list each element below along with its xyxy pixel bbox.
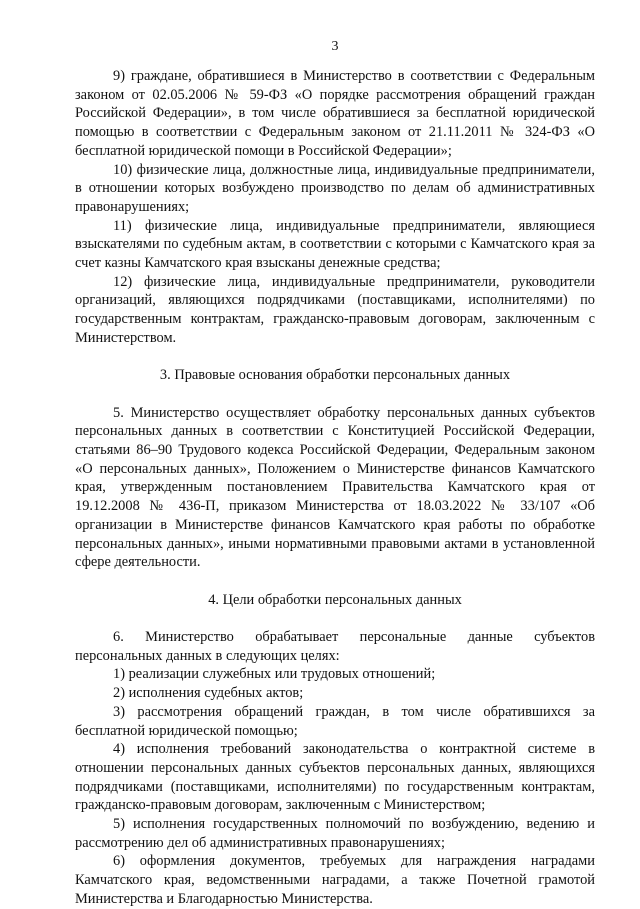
paragraph-6: 6. Министерство обрабатывает персональные данные субъектов персональных данных в следующих целях: [75,629,595,664]
document-body [75,67,595,909]
purpose-item-2: 2) исполнения судебных актов; [113,685,304,702]
purpose-item-1: 1) реализации служебных или трудовых отношений; [113,666,436,683]
section-heading-4: 4. Цели обработки персональных данных [208,591,462,608]
section-heading-3: 3. Правовые основания обработки персональных данных [159,367,511,384]
purpose-item-6: 6) оформления документов, требуемых для награждения наградами Камчатского края, ведомственными наградами, а также Почетной грамотой Министерства и Благодарностью Министерства. [75,853,595,907]
purpose-item-4: 4) исполнения требований законодательства о контрактной системе в отношении персональных данных субъектов персональных данных, являющихся подрядчиками (поставщиками, исполнителями) по государственным контрактам, гражданско-правовым договорам, заключенным с Министерством; [75,741,595,814]
list-item-9: 9) граждане, обратившиеся в Министерство в соответствии с Федеральным законом от 02.05.2006 № 59-ФЗ «О порядке рассмотрения обращений граждан Российской Федерации», в том числе обратившиеся за бесплатной юридической помощью в соответствии с Федеральным законом от 21.11.2011 № 324-ФЗ «О бесплатной юридической помощи в Российской Федерации»; [75,68,595,159]
page-number: 3 [331,39,339,54]
list-item-10: 10) физические лица, должностные лица, индивидуальные предприниматели, в отношении которых возбуждено производство по делам об административных правонарушениях; [75,161,595,215]
purpose-item-5: 5) исполнения государственных полномочий по возбуждению, ведению и рассмотрению дел об административных правонарушениях; [75,816,595,851]
paragraph-5: 5. Министерство осуществляет обработку персональных данных субъектов персональных данных в соответствии с Конституцией Российской Федерации, статьями 86–90 Трудового кодекса Российской Федерации, Федеральным законом «О персональных данных», Положением о Министерстве финансов Камчатского края, утвержденным постановлением Правительства Камчатского края от 19.12.2008 № 436-П, приказом Министерства от 18.03.2022 № 33/107 «Об организации в Министерстве финансов Камчатского края работы по обработке персональных данных», иными нормативными правовыми актами в установленной сфере деятельности. [75,404,595,571]
purpose-item-3: 3) рассмотрения обращений граждан, в том числе обратившихся за бесплатной юридической помощью; [75,703,595,739]
list-item-11: 11) физические лица, индивидуальные предприниматели, являющиеся взыскателями по судебным актам, в соответствии с которыми с Камчатского края за счет казны Камчатского края взысканы денежные средства; [75,217,595,272]
document-page [75,0,595,905]
list-item-12: 12) физические лица, индивидуальные предприниматели, руководители организаций, являющихся подрядчиками (поставщиками, исполнителями) по государственным контрактам, гражданско-правовым договорам, заключенным с Министерством. [75,273,595,346]
